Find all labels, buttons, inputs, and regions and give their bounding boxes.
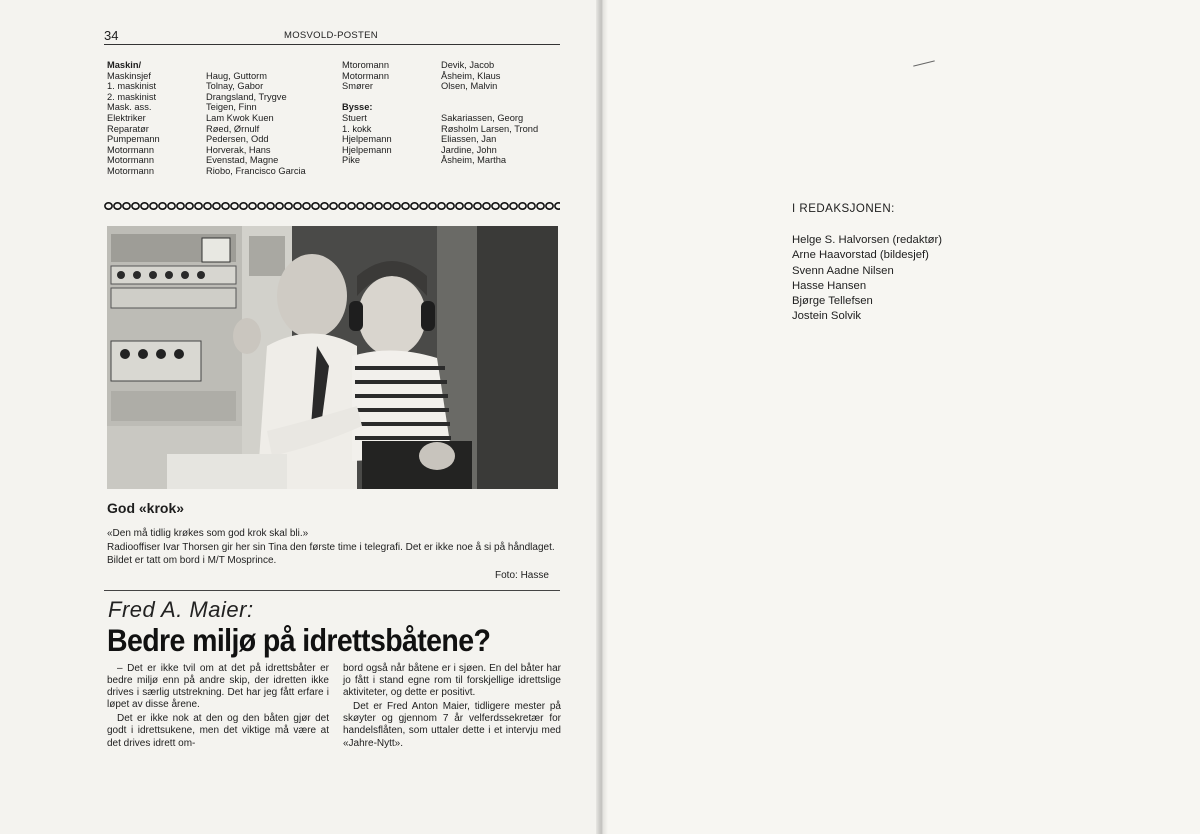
article-column-1 <box>107 663 329 752</box>
article-byline: Fred A. Maier: <box>108 597 254 622</box>
article-paragraph: bord også når båtene er i sjøen. En del båter har jo fått i stand egne rom til forskjellige idrettslige aktiviteter, og dette er positivt. <box>343 663 561 699</box>
staff-member: Hasse Hansen <box>792 279 867 292</box>
crew-row <box>342 145 581 156</box>
crew-role: Pumpemann <box>107 134 160 145</box>
ornamental-divider <box>104 199 560 211</box>
crew-role: Mask. ass. <box>107 102 152 113</box>
crew-name: Evenstad, Magne <box>206 155 279 166</box>
caption-quote: «Den må tidlig krøkes som god krok skal bli.» <box>107 528 309 539</box>
crew-role: Hjelpemann <box>342 144 392 155</box>
crew-row <box>342 71 581 82</box>
crew-name: Devik, Jacob <box>441 60 495 70</box>
crew-row <box>342 124 581 135</box>
crew-row <box>107 166 346 177</box>
photo-credit: Foto: Hasse <box>495 570 549 581</box>
pen-mark <box>913 60 935 66</box>
crew-row <box>107 124 346 135</box>
crew-row <box>107 155 346 166</box>
article-divider <box>104 590 560 591</box>
page-header <box>104 26 560 45</box>
crew-row <box>107 71 346 82</box>
photo-radio-officer-with-child <box>107 226 558 489</box>
crew-role: Motormann <box>342 70 390 81</box>
crew-row <box>342 155 581 166</box>
crew-name: Åsheim, Klaus <box>441 70 501 81</box>
crew-list-galley <box>342 60 581 166</box>
crew-role: Motormann <box>107 144 155 155</box>
crew-row <box>107 134 346 145</box>
crew-name: Jardine, John <box>441 144 497 155</box>
photo-caption-title: God «krok» <box>107 500 185 516</box>
crew-role: Motormann <box>107 165 155 176</box>
staff-member: Svenn Aadne Nilsen <box>792 264 894 277</box>
crew-role: 2. maskinist <box>107 91 157 102</box>
crew-name: Eliassen, Jan <box>441 134 497 145</box>
crew-name: Røsholm Larsen, Trond <box>441 123 539 134</box>
editorial-staff-title: I REDAKSJONEN: <box>792 203 895 215</box>
crew-role: 1. maskinist <box>107 81 157 92</box>
photo-caption <box>107 527 559 568</box>
staff-member: Arne Haavorstad (bildesjef) <box>792 249 929 262</box>
crew-name: Horverak, Hans <box>206 144 271 155</box>
crew-row <box>107 113 346 124</box>
crew-role: Mtoromann <box>342 60 390 70</box>
crew-role: Hjelpemann <box>342 134 392 145</box>
crew-role: Elektriker <box>107 112 146 123</box>
crew-row <box>107 92 346 103</box>
crew-section-heading: Maskin/ <box>107 60 142 70</box>
crew-name: Pedersen, Odd <box>206 134 269 145</box>
crew-role: Pike <box>342 155 361 166</box>
crew-row <box>342 134 581 145</box>
crew-name: Sakariassen, Georg <box>441 112 524 123</box>
crew-name: Lam Kwok Kuen <box>206 112 274 123</box>
crew-role: Stuert <box>342 112 367 123</box>
crew-list-engine <box>107 60 346 177</box>
right-page <box>600 0 1200 834</box>
article-column-2 <box>343 663 561 752</box>
crew-name: Teigen, Finn <box>206 102 257 113</box>
crew-row <box>342 113 581 124</box>
crew-section-heading: Bysse: <box>342 102 373 113</box>
crew-role: Maskinsjef <box>107 70 151 81</box>
crew-role: 1. kokk <box>342 123 372 134</box>
crew-name: Åsheim, Martha <box>441 155 507 166</box>
article-paragraph: Det er Fred Anton Maier, tidligere mester på skøyter og gjennom 7 år velferdssekretær for handelsflåten, som uttaler dette i et intervju med «Jahre-Nytt». <box>343 701 561 749</box>
article-paragraph: Det er ikke nok at den og den båten gjør det godt i idrettsukene, men det viktige må være at det drives idrett om- <box>107 713 329 749</box>
crew-name: Røed, Ørnulf <box>206 123 260 134</box>
staff-member: Jostein Solvik <box>792 310 862 323</box>
caption-body: Radiooffiser Ivar Thorsen gir her sin Tina den første time i telegrafi. Det er ikke noe å si på håndlaget. Bildet er tatt om bord i M/T Mosprince. <box>107 541 555 566</box>
crew-row <box>107 102 346 113</box>
crew-name: Drangsland, Trygve <box>206 91 287 102</box>
crew-row <box>342 60 581 71</box>
crew-row <box>342 81 581 92</box>
crew-role: Reparatør <box>107 123 149 134</box>
crew-name: Riobo, Francisco Garcia <box>206 165 306 176</box>
crew-name: Olsen, Malvin <box>441 81 498 92</box>
article-paragraph: – Det er ikke tvil om at det på idrettsbåter er bedre miljø enn på andre skip, der idretten ikke drives i særlig utstrekning. Det har jeg fått erfare i løpet av disse årene. <box>107 663 329 711</box>
book-spine-shadow <box>596 0 608 834</box>
crew-row <box>107 81 346 92</box>
staff-member: Bjørge Tellefsen <box>792 295 873 308</box>
crew-row <box>107 145 346 156</box>
editorial-staff <box>792 203 942 325</box>
running-title: MOSVOLD-POSTEN <box>284 30 378 41</box>
crew-role: Smører <box>342 81 373 92</box>
staff-member: Helge S. Halvorsen (redaktør) <box>792 234 943 246</box>
page-number: 34 <box>104 28 119 43</box>
article-headline: Bedre miljø på idrettsbåtene? <box>107 623 491 659</box>
crew-name: Haug, Guttorm <box>206 70 267 81</box>
crew-role: Motormann <box>107 155 155 166</box>
crew-name: Tolnay, Gabor <box>206 81 264 92</box>
